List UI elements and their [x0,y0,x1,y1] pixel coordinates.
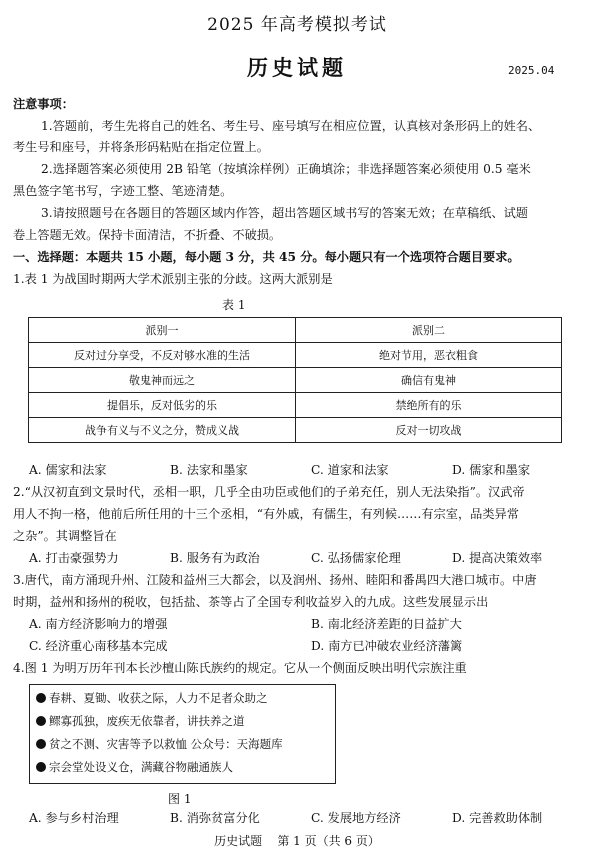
option-b: B. 消弥贫富分化 [170,811,260,825]
subject-title: 历史试题 [247,55,347,80]
figure-item [36,691,268,705]
option-d: D. 提高决策效率 [452,551,543,565]
option-d: D. 完善救助体制 [452,811,543,825]
table-row [29,418,562,443]
notice-line: 2.选择题答案必须使用 2B 铅笔（按填涂样例）正确填涂；非选择题答案必须使用 0.5 毫米 [41,162,531,176]
notice-heading: 注意事项： [13,97,74,111]
figure-item [36,760,233,774]
figure-item-text: 宗会堂处设义仓，满藏谷物融通族人 [49,760,233,774]
table-cell: 绝对节用，恶衣粗食 [296,343,562,368]
option-a: A. 儒家和法家 [29,463,107,477]
option-a: A. 南方经济影响力的增强 [29,617,168,631]
question-2-line: 之杂”。其调整旨在 [13,529,117,543]
comparison-table [28,317,562,443]
option-b: B. 服务有为政治 [170,551,260,565]
section-heading: 一、选择题：本题共 15 小题，每小题 3 分，共 45 分。每小题只有一个选项符合题目要求。 [13,250,520,264]
option-c: C. 经济重心南移基本完成 [29,639,168,653]
table-cell: 反对过分享受，不反对够水准的生活 [29,343,296,368]
notice-line: 3.请按照题号在各题目的答题区域内作答，超出答题区域书写的答案无效；在草稿纸、试题 [41,206,528,220]
question-1-stem: 1.表 1 为战国时期两大学术派别主张的分歧。这两大派别是 [13,272,333,286]
question-4-stem: 4.图 1 为明万历年刊本长沙檀山陈氏族约的规定。它从一个侧面反映出明代宗族注重 [13,661,467,675]
table-cell: 禁绝所有的乐 [296,393,562,418]
option-b: B. 法家和墨家 [170,463,248,477]
notice-line: 考生号和座号，并将条形码粘贴在指定位置上。 [13,140,269,154]
table-caption: 表 1 [222,298,246,312]
question-3-line: 时期，益州和扬州的税收，包括盐、茶等占了全国专利收益岁入的九成。这些发展显示出 [13,595,489,609]
table-row [29,393,562,418]
figure-item [36,714,245,728]
notice-line: 1.答题前，考生先将自己的姓名、考生号、座号填写在相应位置，认真核对条形码上的姓名、 [41,119,541,133]
bullet-icon [36,739,46,749]
table-row [29,368,562,393]
table-cell: 反对一切攻战 [296,418,562,443]
figure-item [36,737,283,751]
table-header-row [29,318,562,343]
option-d: D. 南方已冲破农业经济藩篱 [311,639,463,653]
option-c: C. 道家和法家 [311,463,389,477]
bullet-icon [36,762,46,772]
figure-box [29,684,336,784]
table-row [29,343,562,368]
figure-item-text: 鳏寡孤独，废疾无依靠者，讲扶养之道 [49,714,245,728]
question-3-line: 3.唐代，南方涌现升州、江陵和益州三大都会，以及润州、扬州、睦阳和番禺四大港口城市。中唐 [13,573,537,587]
option-b: B. 南北经济差距的日益扩大 [311,617,462,631]
page-footer: 历史试题 第 1 页（共 6 页） [214,834,380,848]
exam-date: 2025.04 [508,64,555,77]
table-header-cell: 派别二 [296,318,562,343]
question-2-line: 用人不拘一格，他前后所任用的十三个丞相，“有外戚，有儒生，有列候……有宗室，品类异常 [13,507,519,521]
bullet-icon [36,716,46,726]
figure-item-text: 春耕、夏锄、收获之际，人力不足者众助之 [49,691,268,705]
option-d: D. 儒家和墨家 [452,463,531,477]
option-a: A. 打击豪强势力 [29,551,119,565]
table-header-cell: 派别一 [29,318,296,343]
question-2-line: 2.“从汉初直到文景时代，丞相一职，几乎全由功臣或他们的子弟充任，别人无法染指”。汉武帝 [13,485,525,499]
option-a: A. 参与乡村治理 [29,811,119,825]
table-cell: 敬鬼神而远之 [29,368,296,393]
table-cell: 战争有义与不义之分，赞成义战 [29,418,296,443]
option-c: C. 发展地方经济 [311,811,401,825]
table-cell: 提倡乐，反对低劣的乐 [29,393,296,418]
notice-line: 卷上答题无效。保持卡面清洁，不折叠、不破损。 [13,228,282,242]
option-c: C. 弘扬儒家伦理 [311,551,401,565]
table-cell: 确信有鬼神 [296,368,562,393]
figure-caption: 图 1 [168,792,192,806]
notice-line: 黑色签字笔书写，字迹工整、笔迹清楚。 [13,184,233,198]
exam-title: 2025 年高考模拟考试 [207,15,387,35]
figure-item-text: 贫之不测、灾害等予以救恤 公众号：天海题库 [49,737,283,751]
bullet-icon [36,693,46,703]
